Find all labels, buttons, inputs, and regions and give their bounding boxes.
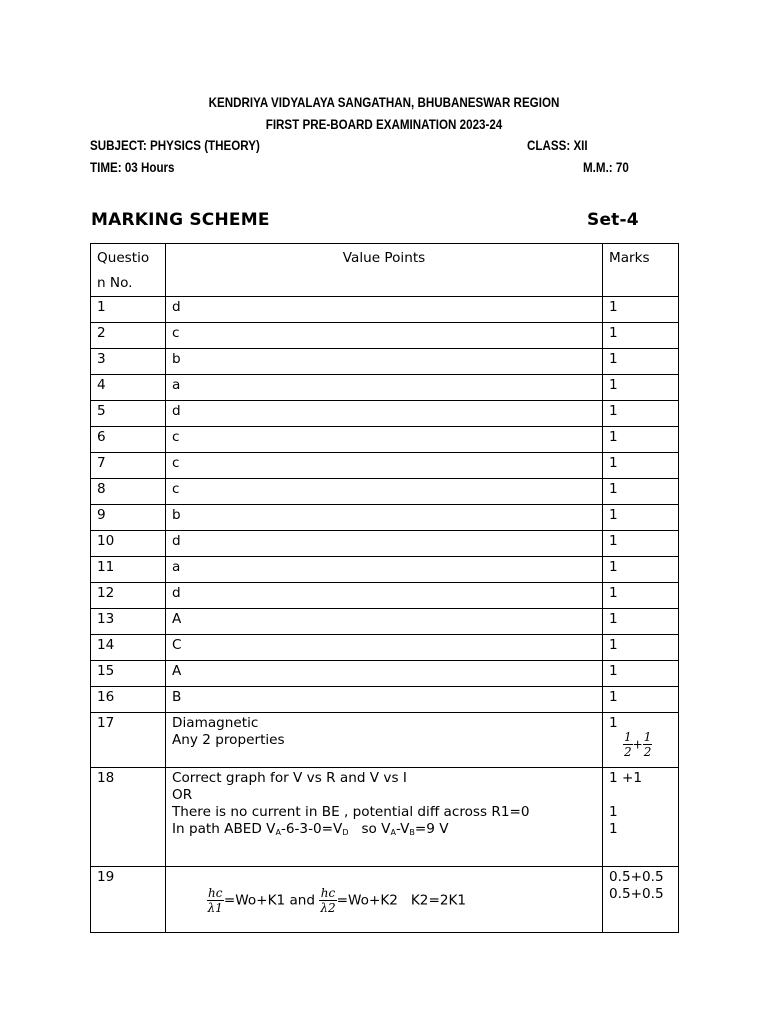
value-line: Diamagnetic [172, 715, 259, 731]
question-number: 2 [91, 323, 166, 349]
marks-value: 1 [603, 557, 679, 583]
value-point: A [166, 609, 603, 635]
fraction-denominator: λ2 [320, 901, 336, 915]
question-number: 12 [91, 583, 166, 609]
marks-value: 0.5+0.5 [609, 869, 664, 885]
value-point: b [166, 505, 603, 531]
marks-value: 1 [603, 609, 679, 635]
value-point: C [166, 635, 603, 661]
table-row [91, 323, 679, 349]
table-row-19 [91, 867, 679, 933]
marks-value: 1 [603, 453, 679, 479]
question-number: 3 [91, 349, 166, 375]
class-label: CLASS: XII [527, 138, 588, 153]
question-number: 1 [91, 297, 166, 323]
set-label: Set-4 [587, 210, 639, 230]
fraction [623, 730, 633, 759]
marks-value: 1 [603, 635, 679, 661]
marking-scheme-table [90, 243, 679, 933]
value-points-cell [166, 713, 603, 768]
text: =9 V [414, 821, 449, 837]
marks-value: 1 [609, 821, 618, 837]
marks-value: 1 [609, 715, 618, 731]
question-number: 11 [91, 557, 166, 583]
fraction-denominator: λ1 [207, 901, 223, 915]
table-row [91, 297, 679, 323]
question-number: 14 [91, 635, 166, 661]
value-line: Correct graph for V vs R and V vs I [172, 770, 407, 786]
question-number: 7 [91, 453, 166, 479]
table-row-17 [91, 713, 679, 768]
fraction-denominator: 2 [643, 745, 652, 759]
value-point: a [166, 375, 603, 401]
value-point: A [166, 661, 603, 687]
half-plus-half [623, 730, 652, 759]
value-points-cell [166, 768, 603, 867]
marks-value: 1 [603, 375, 679, 401]
marks-value: 1 [603, 349, 679, 375]
value-point: d [166, 297, 603, 323]
subscript: D [342, 828, 349, 837]
marks-value: 1 [603, 687, 679, 713]
table-row [91, 479, 679, 505]
table-row [91, 531, 679, 557]
time-label: TIME: 03 Hours [90, 160, 175, 175]
question-number: 6 [91, 427, 166, 453]
question-number: 17 [91, 713, 166, 768]
marks-value: 1 [603, 297, 679, 323]
plus-sign: + [632, 737, 643, 752]
value-point: b [166, 349, 603, 375]
fraction-denominator: 2 [624, 745, 632, 759]
table-row [91, 505, 679, 531]
fraction-numerator: 1 [624, 730, 632, 744]
value-point: c [166, 479, 603, 505]
marks-cell [603, 867, 679, 933]
marks-value: 1 [603, 323, 679, 349]
header-marks: Marks [603, 244, 679, 297]
marks-cell [603, 768, 679, 867]
marks-value: 0.5+0.5 [609, 886, 664, 902]
fraction-hc-lambda1 [207, 886, 224, 915]
question-number: 13 [91, 609, 166, 635]
header-question-line1: Questio [97, 250, 150, 266]
subscript: A [390, 828, 396, 837]
value-point: c [166, 427, 603, 453]
value-line: There is no current in BE , potential diff across R1=0 [172, 804, 530, 820]
marks-value: 1 [603, 583, 679, 609]
header-question-cell [91, 244, 166, 297]
exam-title: FIRST PRE-BOARD EXAMINATION 2023-24 [265, 117, 503, 132]
question-number: 18 [91, 768, 166, 867]
table-row [91, 609, 679, 635]
organization-title: KENDRIYA VIDYALAYA SANGATHAN, BHUBANESWAR REGION [208, 95, 560, 110]
marks-value: 1 [609, 804, 618, 820]
question-number: 19 [91, 867, 166, 933]
marks-value: 1 [603, 661, 679, 687]
table-row [91, 635, 679, 661]
text: -6-3-0=V [280, 821, 343, 837]
table-row [91, 453, 679, 479]
marks-value: 1 [603, 531, 679, 557]
question-number: 8 [91, 479, 166, 505]
fraction [643, 730, 653, 759]
max-marks-label: M.M.: 70 [583, 160, 629, 175]
marks-value: 1 [603, 427, 679, 453]
value-line [172, 821, 449, 837]
fraction-hc-lambda2 [319, 886, 336, 915]
text: -V [395, 821, 410, 837]
text: In path ABED V [172, 821, 276, 837]
equation-text: =Wo+K1 and [223, 892, 320, 909]
value-line: OR [172, 787, 193, 803]
fraction-numerator: hc [207, 886, 223, 900]
fraction-numerator: 1 [643, 730, 652, 744]
question-number: 10 [91, 531, 166, 557]
value-point: B [166, 687, 603, 713]
marks-value: 1 [603, 479, 679, 505]
equation-text: =Wo+K2 K2=2K1 [336, 892, 467, 909]
table-row [91, 401, 679, 427]
value-line: Any 2 properties [172, 732, 285, 748]
header-value-points: Value Points [166, 244, 603, 297]
value-points-cell [166, 867, 603, 933]
fraction-numerator: hc [320, 886, 336, 900]
subscript: B [409, 828, 415, 837]
text: so V [348, 821, 391, 837]
header-question-line2: n No. [97, 275, 133, 291]
table-row [91, 583, 679, 609]
subscript: A [275, 828, 281, 837]
question-number: 15 [91, 661, 166, 687]
value-point: d [166, 583, 603, 609]
marks-cell [603, 713, 679, 768]
value-point: d [166, 531, 603, 557]
table-row [91, 687, 679, 713]
marking-scheme-title: MARKING SCHEME [91, 210, 270, 230]
value-point: c [166, 323, 603, 349]
subject-label: SUBJECT: PHYSICS (THEORY) [90, 138, 260, 153]
table-header-row [91, 244, 679, 297]
marks-value: 1 +1 [609, 770, 643, 786]
marks-value: 1 [603, 401, 679, 427]
table-row [91, 427, 679, 453]
table-row [91, 557, 679, 583]
question-number: 9 [91, 505, 166, 531]
marks-value: 1 [603, 505, 679, 531]
table-row [91, 349, 679, 375]
table-row-18 [91, 768, 679, 867]
value-point: d [166, 401, 603, 427]
table-row [91, 661, 679, 687]
question-number: 4 [91, 375, 166, 401]
question-number: 5 [91, 401, 166, 427]
value-point: a [166, 557, 603, 583]
table-row [91, 375, 679, 401]
value-point: c [166, 453, 603, 479]
question-number: 16 [91, 687, 166, 713]
